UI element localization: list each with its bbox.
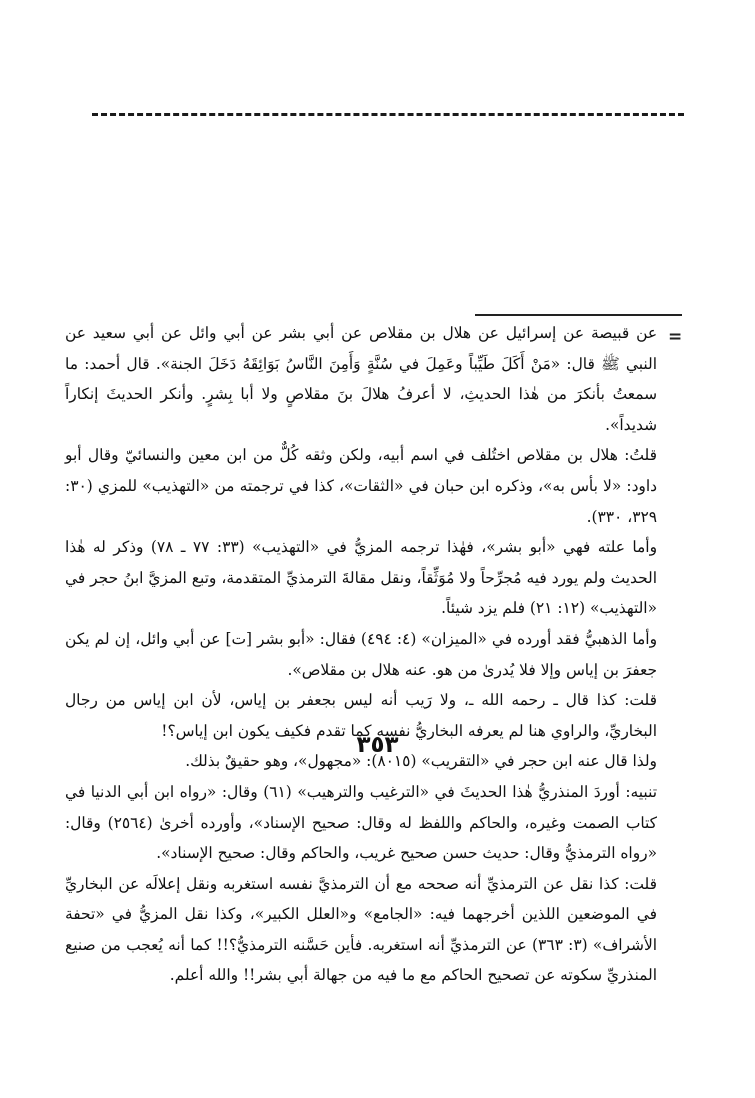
dashed-separator-line [92,113,684,116]
footnote-paragraph-conclusion: قلت: كذا نقل عن الترمذيِّ أنه صححه مع أن الترمذيَّ نفسه استغربه ونقل إعلالَه عن البخاريِّ في الموضعين اللذين أخرجهما فيه: «الجامع» و«العلل الكبير»، وكذا نقل المزيُّ في «تحفة الأشراف» (٣: ٣٦٣) عن الترمذيِّ أنه استغربه. فأين حَسَّنه الترمذيُّ؟!! كما أنه يُعجب من صنيع المنذريِّ سكوته عن تصحيح الحاكم مع ما فيه من جهالة أبي بشر!! والله أعلم. [65,874,657,985]
footnote-paragraph-isnad: عن قبيصة عن إسرائيل عن هلال بن مقلاص عن أبي بشر عن أبي وائل عن أبي سعيد عن النبي ﷺ قال: «مَنْ أَكَلَ طَيِّباً وعَمِلَ في سُنَّةٍ وَأَمِنَ النَّاسُ بَوَائِقَهُ دَخَلَ الجنة». قال أحمد: ما سمعتُ بأنكرَ من هٰذا الحديثِ، لا أعرفُ هلالَ بنَ مقلاصٍ ولا أبا بِشرٍ. وأنكر الحديثَ إنكاراً شديداً». [65,324,657,434]
footnote-text-block [65,318,657,991]
footnote-paragraph-abu-bishr: وأما علته فهي «أبو بشر»، فهٰذا ترجمه المزيُّ في «التهذيب» (٣٣: ٧٧ ـ ٧٨) وذكر له هٰذا الحديث ولم يورد فيه مُجرِّحاً ولا مُوَثِّقاً، ونقل مقالةَ الترمذيِّ المتقدمة، وتبع المزيَّ ابنُ حجر في «التهذيب» (١٢: ٢١) فلم يزد شيئاً. [65,538,658,618]
footnote-paragraph-comment: قلت: كذا قال ـ رحمه الله ـ، ولا رَيب أنه ليس بجعفر بن إياس، لأن ابن إياس من رجال البخاريِّ، والراوي هنا لم يعرفه البخاريُّ نفسه كما تقدم فكيف يكون ابن إياس؟! [65,691,657,740]
footnote-paragraph-hilal: قلتُ: هلال بن مقلاص اختُلف في اسم أبيه، ولكن وثقه كُلٌّ من ابن معين والنسائيّ وقال أبو داود: «لا بأس به»، وذكره ابن حبان في «الثقات»، كذا في ترجمته من «التهذيب» للمزي (٣٠: ٣٢٩، ٣٣٠). [65,446,657,526]
footnote-separator-line [475,314,682,316]
footnote-continuation-mark: = [668,327,683,347]
footnote-paragraph-dhahabi: وأما الذهبيُّ فقد أورده في «الميزان» (٤: ٤٩٤) فقال: «أبو بشر [ت] عن أبي وائل، إن لم يكن جعفرَ بن إياس وإلا فلا يُدرىٰ من هو. عنه هلال بن مقلاص». [65,629,657,679]
page-number: ٣٥٣ [356,732,399,758]
footnote-paragraph-note: تنبيه: أوردَ المنذريُّ هٰذا الحديثَ في «الترغيب والترهيب» (٦١) وقال: «رواه ابن أبي الدنيا في كتاب الصمت وغيره، والحاكم واللفظ له وقال: صحيح الإسناد»، وأورده أخرىٰ (٢٥٦٤) وقال: «رواه الترمذيُّ وقال: حديث حسن صحيح غريب، والحاكم وقال: صحيح الإسناد». [65,782,657,863]
footnote-paragraph-taqrib: ولذا قال عنه ابن حجر في «التقريب» (٨٠١٥): «مجهول»، وهو حقيقٌ بذلك. [185,752,657,771]
